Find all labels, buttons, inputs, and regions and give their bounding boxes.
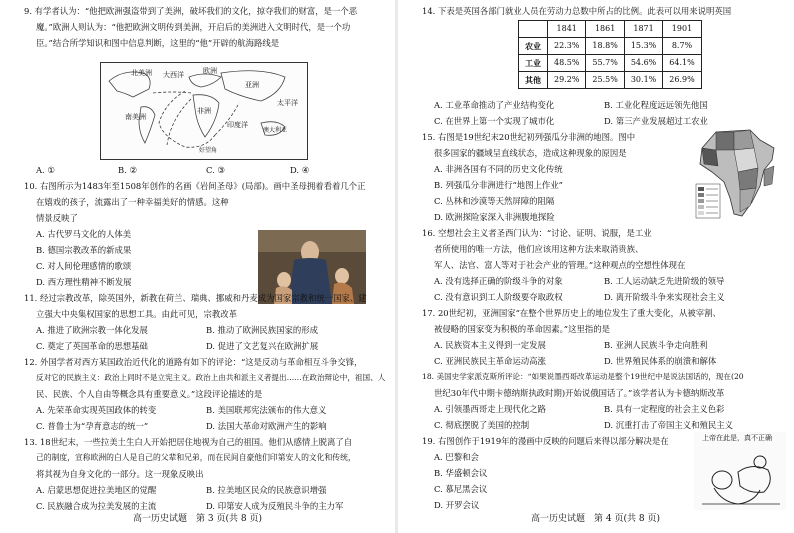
- table-cell: 30.1%: [624, 72, 662, 89]
- q12-option-a[interactable]: A. 先荣革命实现英国政体的转变: [36, 405, 157, 415]
- world-map-figure: [100, 62, 308, 160]
- q19-stem: 19. 右图创作于1919年的漫画中反映的问题后来得以部分解决是在: [422, 436, 669, 446]
- table-cell: 其他: [519, 72, 548, 89]
- cartoon-1919: [694, 432, 786, 510]
- q14-option-c[interactable]: C. 在世界上第一个实现了城市化: [434, 116, 555, 126]
- q15-option-c[interactable]: C. 丛林和沙漠等天然屏障的阻隔: [434, 196, 555, 206]
- q13-stem-line1: 13. 18世纪末，一些拉美土生白人开始把居住地视为自己的祖国。他们从感情上脱离了自: [24, 437, 353, 447]
- q18-option-d[interactable]: D. 沉重打击了帝国主义和殖民主义: [604, 420, 733, 430]
- table-header-cell: 1871: [624, 21, 662, 38]
- table-cell: 54.6%: [624, 55, 662, 72]
- table-header-cell: 1841: [548, 21, 586, 38]
- q15-option-a[interactable]: A. 非洲各国有不同的历史文化传统: [434, 164, 563, 174]
- map-label-indian-ocean: 印度洋: [227, 121, 248, 129]
- q11-stem-line2: 立强大中央集权国家的思想工具。由此可见，宗教改革: [36, 309, 237, 319]
- q10-option-b[interactable]: B. 德国宗教改革的新成果: [36, 245, 132, 255]
- map-label-north-america: 北美洲: [131, 69, 152, 77]
- q10-option-a[interactable]: A. 古代罗马文化的人体美: [36, 229, 132, 239]
- africa-map-image: [694, 126, 786, 222]
- q9-option-d[interactable]: D. ④: [290, 165, 310, 175]
- q13-option-c[interactable]: C. 民族融合成为拉美发展的主流: [36, 501, 157, 511]
- q16-option-b[interactable]: B. 工人运动缺乏先进阶级的领导: [604, 276, 725, 286]
- africa-partition-map: [694, 126, 786, 222]
- q9-stem-line1: 9. 有学者认为：“他把欧洲强盗带到了美洲，破坏我们的文化，掠夺我们的财富，是一个恶: [24, 6, 358, 16]
- q12-option-c[interactable]: C. 普鲁士为“孕育意志的统一”: [36, 421, 149, 431]
- table-row: [519, 55, 702, 72]
- table-cell: 48.5%: [548, 55, 586, 72]
- q13-option-a[interactable]: A. 启蒙思想促进拉美地区的觉醒: [36, 485, 157, 495]
- q16-stem-line2: 者所使用的唯一方法，他们应该用这种方法来取消贵族、: [434, 244, 644, 254]
- table-cell: 29.2%: [548, 72, 586, 89]
- q16-stem-line3: 军人、法官、富人等对于社会产业的管理。”这种观点的空想性体现在: [434, 260, 686, 270]
- q10-stem-line3: 情景反映了: [36, 213, 78, 223]
- q19-option-b[interactable]: B. 华盛顿会议: [434, 468, 488, 478]
- q17-option-d[interactable]: D. 世界殖民体系的崩溃和解体: [604, 356, 717, 366]
- table-cell: 64.1%: [663, 55, 701, 72]
- q12-option-b[interactable]: B. 美国联邦宪法颁布的伟大意义: [206, 405, 327, 415]
- q15-option-b[interactable]: B. 列强瓜分非洲进行“地图上作业”: [434, 180, 563, 190]
- q19-option-d[interactable]: D. 开罗会议: [434, 500, 480, 510]
- table-cell: 22.3%: [548, 38, 586, 55]
- q15-option-d[interactable]: D. 欧洲探险家深入非洲腹地探险: [434, 212, 555, 222]
- q12-stem-line2: 反对它的民族主义：政治上同时不是立宪主义。政治上由共和派主义者提出……在政治辩论中，祖国、人: [36, 373, 386, 382]
- q12-option-d[interactable]: D. 法国大革命对欧洲产生的影响: [206, 421, 327, 431]
- cartoon-image: [694, 432, 786, 510]
- table-cell: 55.7%: [586, 55, 624, 72]
- q10-option-c[interactable]: C. 对人间伦理感情的歌颂: [36, 261, 132, 271]
- q15-stem-line2: 很多国家的疆域呈直线状态，造成这种现象的原因是: [434, 148, 627, 158]
- table-header-row: [519, 21, 702, 38]
- page-right: [398, 0, 793, 533]
- q11-stem-line1: 11. 经过宗教改革，除英国外，新教在荷兰、瑞典、挪威和丹麦成为国家宗教和统一国家、建: [24, 293, 367, 303]
- map-label-asia: 亚洲: [245, 81, 259, 89]
- table-cell: 18.8%: [586, 38, 624, 55]
- table-cell: 8.7%: [663, 38, 701, 55]
- q18-option-a[interactable]: A. 引领墨西哥走上现代化之路: [434, 404, 546, 414]
- q17-option-b[interactable]: B. 亚洲人民族斗争走向胜利: [604, 340, 708, 350]
- q16-option-d[interactable]: D. 离开阶级斗争来实现社会主义: [604, 292, 725, 302]
- q16-option-c[interactable]: C. 没有意识到工人阶级要夺取政权: [434, 292, 563, 302]
- q18-stem-line1: 18. 美国史学家派克斯所评论：“如果说墨西哥改革运动是整个19世纪中是说法国话的，现在(20: [422, 372, 744, 381]
- page-footer-right: 高一历史试题 第 4 页(共 8 页): [531, 513, 660, 524]
- q9-option-b[interactable]: B. ②: [118, 165, 137, 175]
- q9-stem-line3: 臣。”结合所学知识和图中信息判断，这里的“他”开辟的航海路线是: [36, 38, 280, 48]
- q13-option-b[interactable]: B. 拉美地区民众的民族意识增强: [206, 485, 327, 495]
- cartoon-caption: 上帝在此是，真不正确: [702, 434, 772, 442]
- map-label-australia: 澳大利亚: [263, 127, 288, 134]
- table-cell: 26.9%: [663, 72, 701, 89]
- q12-stem-line1: 12. 外国学者对西方某国政治近代化的道路有如下的评论：“这是反动与革命相互斗争交锋，: [24, 357, 363, 367]
- q18-option-b[interactable]: B. 具有一定程度的社会主义色彩: [604, 404, 725, 414]
- page-left: [0, 0, 395, 533]
- q11-option-d[interactable]: D. 促进了文艺复兴在欧洲扩展: [206, 341, 319, 351]
- q14-option-d[interactable]: D. 第三产业发展超过工农业: [604, 116, 708, 126]
- table-cell: 15.3%: [624, 38, 662, 55]
- page-footer-left: 高一历史试题 第 3 页(共 8 页): [133, 513, 262, 524]
- map-label-pacific: 太平洋: [277, 99, 298, 107]
- q10-option-d[interactable]: D. 西方理性精神不断发展: [36, 277, 132, 287]
- employment-table: [518, 20, 702, 89]
- table-row: [519, 72, 702, 89]
- q17-stem-line2: 被侵略的国家变为积极的革命因素。”这里指的是: [434, 324, 610, 334]
- q17-option-c[interactable]: C. 亚洲民族民主革命运动高涨: [434, 356, 546, 366]
- q16-stem-line1: 16. 空想社会主义者圣西门认为：“讨论、证明、说服，是工业: [422, 228, 652, 238]
- q19-option-a[interactable]: A. 巴黎和会: [434, 452, 479, 462]
- q9-option-a[interactable]: A. ①: [36, 165, 55, 175]
- q13-stem-line3: 将其视为自身文化的一部分。这一现象反映出: [36, 469, 204, 479]
- map-label-cape: 好望角: [199, 147, 218, 154]
- q17-stem-line1: 17. 20世纪初，亚洲国家“在整个世界历史上的地位发生了重大变化，从被宰割、: [422, 308, 721, 318]
- q11-option-b[interactable]: B. 推动了欧洲民族国家的形成: [206, 325, 318, 335]
- q13-option-d[interactable]: D. 印第安人成为反殖民斗争的主力军: [206, 501, 344, 511]
- q18-option-c[interactable]: C. 彻底摆脱了美国的控制: [434, 420, 530, 430]
- q14-option-a[interactable]: A. 工业革命推动了产业结构变化: [434, 100, 555, 110]
- q11-option-a[interactable]: A. 推进了欧洲宗教一体化发展: [36, 325, 148, 335]
- q19-option-c[interactable]: C. 慕尼黑会议: [434, 484, 488, 494]
- q14-option-b[interactable]: B. 工业化程度远远领先他国: [604, 100, 708, 110]
- table-header-cell: [519, 21, 548, 38]
- map-label-south-america: 南美洲: [125, 113, 146, 121]
- q10-stem-line2: 在嬉戏的孩子，流露出了一种幸福美好的情感。这种: [36, 197, 229, 207]
- q17-option-a[interactable]: A. 民族资本主义得到一定发展: [434, 340, 546, 350]
- q9-option-c[interactable]: C. ③: [206, 165, 225, 175]
- table-header-cell: 1901: [663, 21, 701, 38]
- q9-stem-line2: 魔。”欧洲人则认为：“他把欧洲文明传到美洲，开启后的美洲进入文明时代，是一个功: [36, 22, 351, 32]
- q18-stem-line2: 世纪30年代中期卡德纳斯执政时期)开始说俄国话了。”该学者认为卡德纳斯改革: [434, 388, 725, 398]
- map-label-europe: 欧洲: [203, 67, 217, 75]
- table-header-cell: 1861: [586, 21, 624, 38]
- table-cell: 农业: [519, 38, 548, 55]
- q14-stem: 14. 下表是英国各部门就业人员在劳动力总数中所占的比例。此表可以用来说明英国: [422, 6, 732, 16]
- q12-stem-line3: 民、民族、个人自由等概念具有重要意义。”这段评论描述的是: [36, 389, 263, 399]
- map-label-atlantic: 大西洋: [163, 71, 184, 79]
- q15-stem-line1: 15. 右图是19世纪末20世纪初列强瓜分非洲的地图。图中: [422, 132, 636, 142]
- q16-option-a[interactable]: A. 没有选择正确的阶级斗争的对象: [434, 276, 563, 286]
- q10-stem-line1: 10. 右图所示为1483年至1508年创作的名画《岩间圣母》(局部)。画中圣母拥着看着几个正: [24, 181, 366, 191]
- table-cell: 工业: [519, 55, 548, 72]
- map-label-africa: 非洲: [197, 107, 211, 115]
- table-row: [519, 38, 702, 55]
- q11-option-c[interactable]: C. 奠定了英国革命的思想基础: [36, 341, 148, 351]
- q13-stem-line2: 己的制度，宣称欧洲的白人是自己的父辈和兄弟，而在民间自豪他们印第安人的文化和传统，: [36, 453, 356, 462]
- table-cell: 25.5%: [586, 72, 624, 89]
